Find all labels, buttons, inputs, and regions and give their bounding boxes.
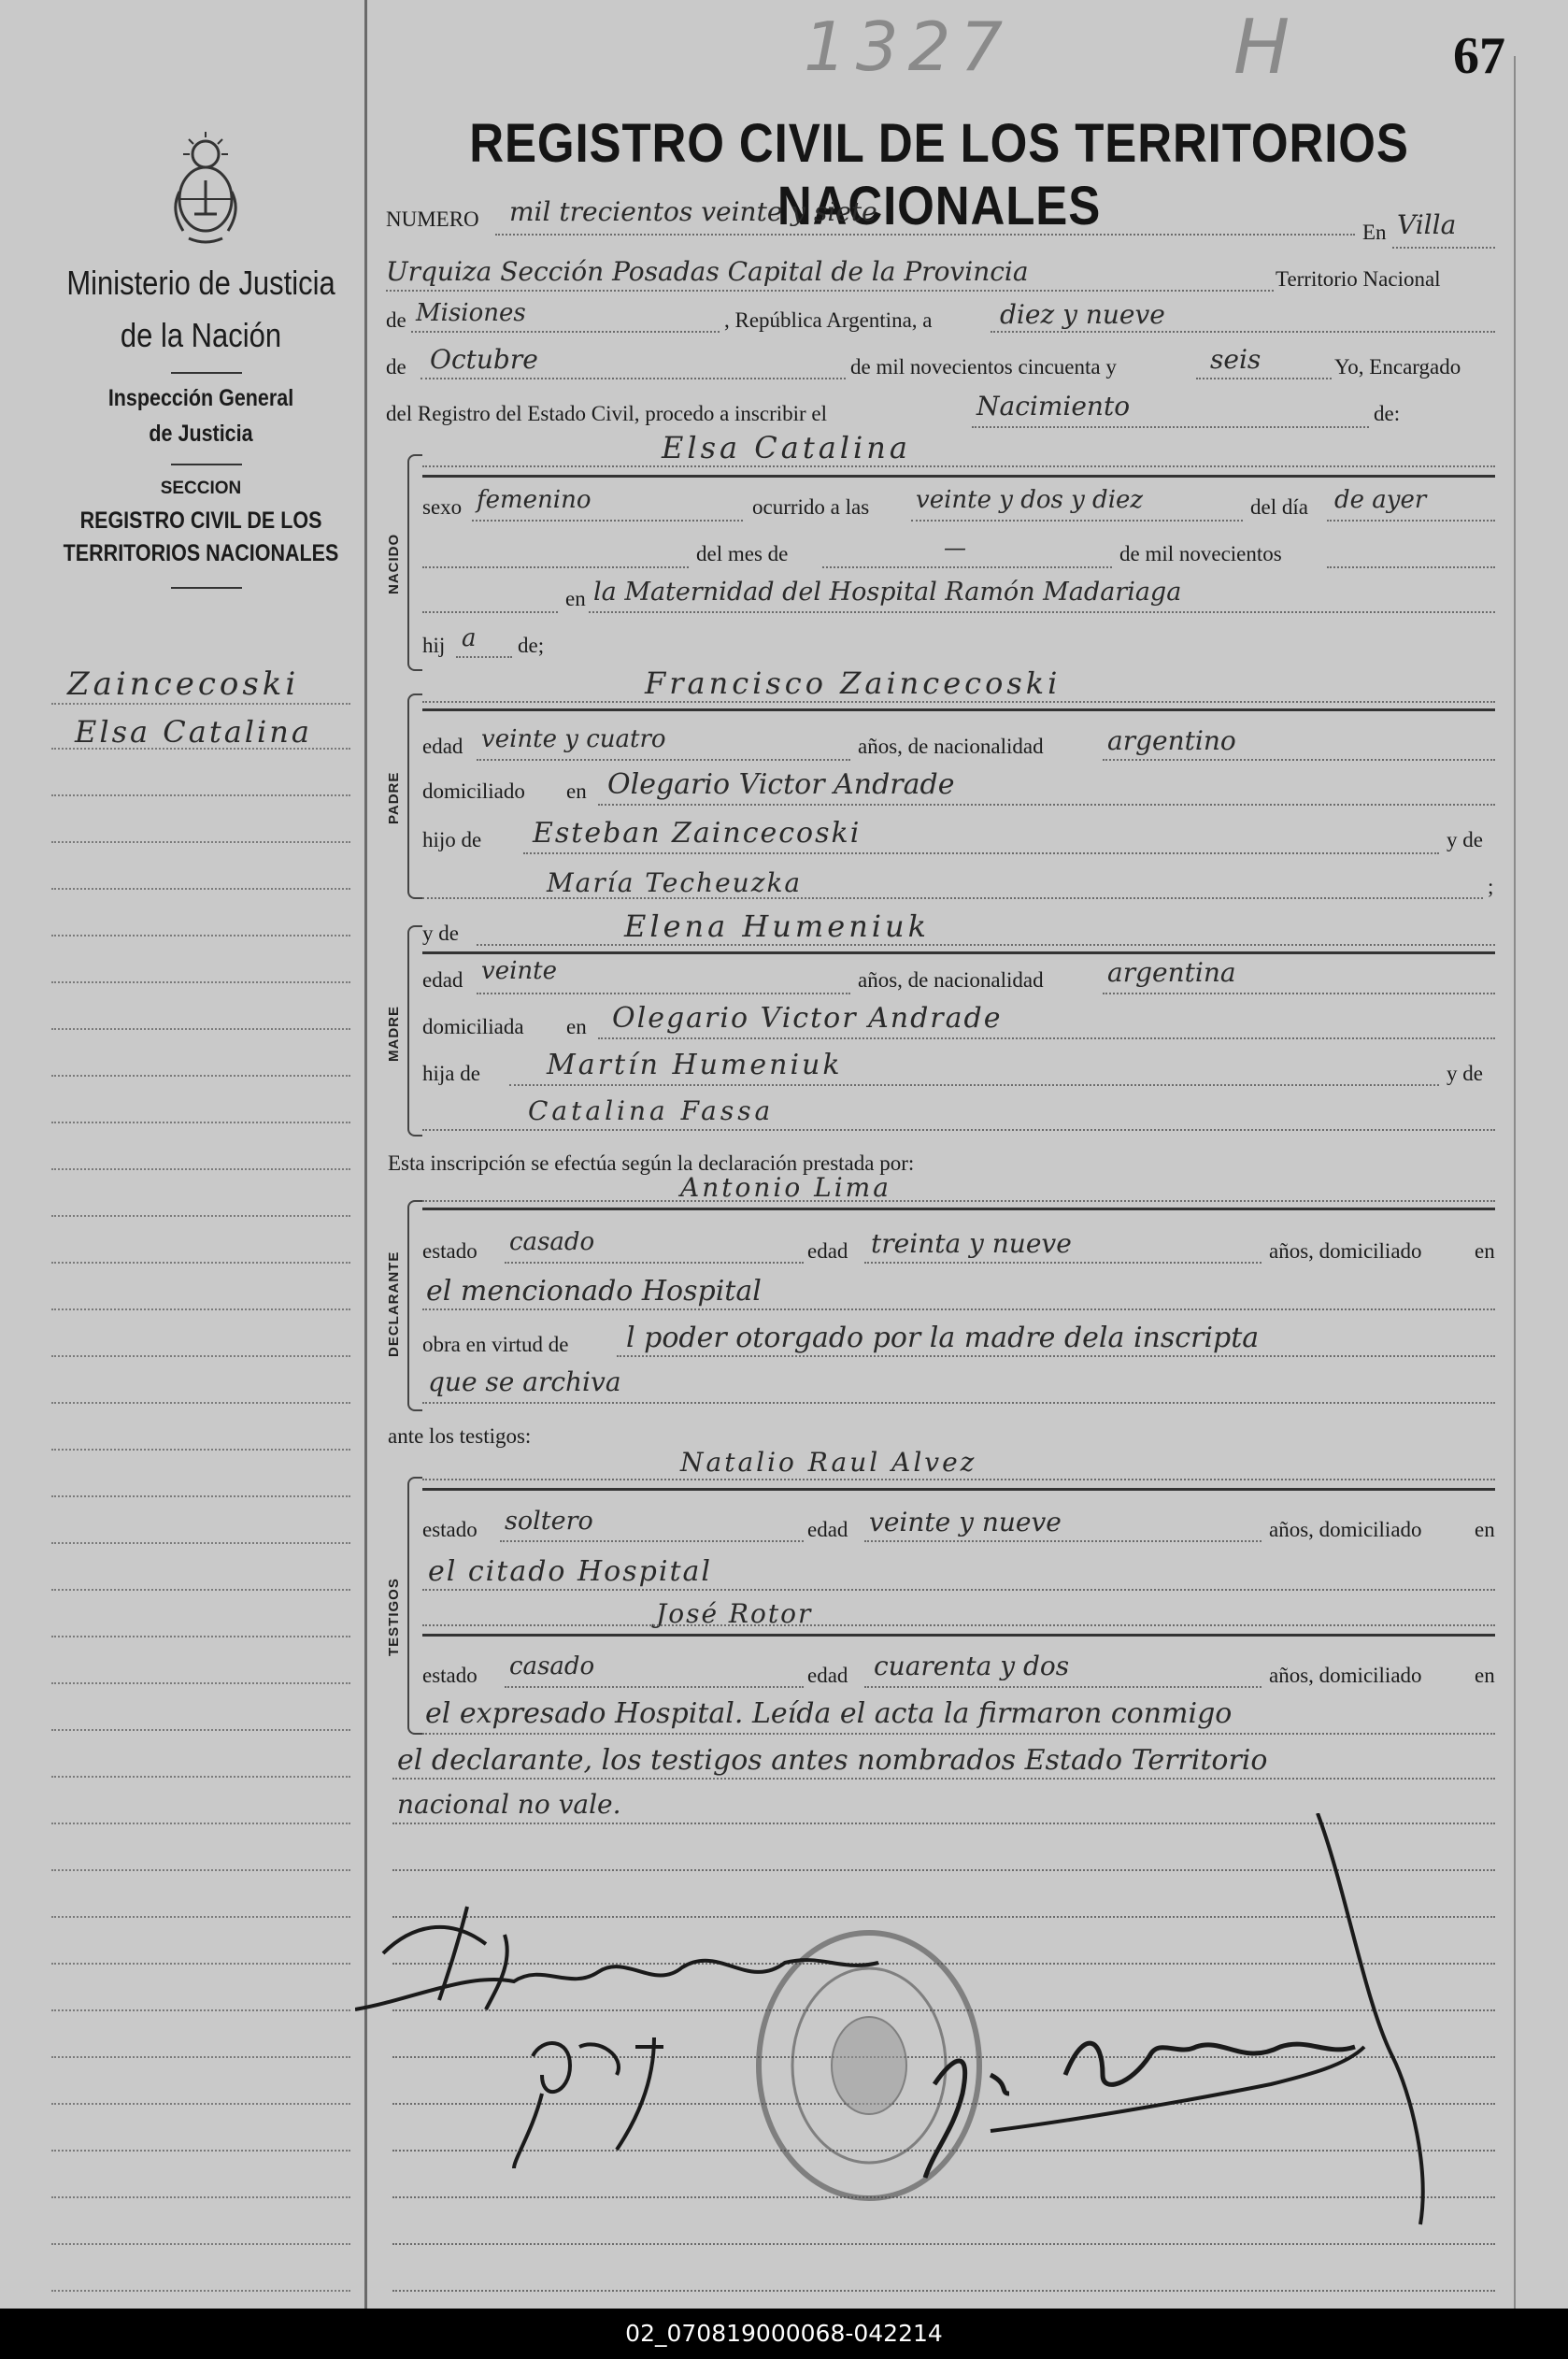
numero-label: NUMERO [386,207,479,231]
decl-en-label: en [1475,1239,1495,1263]
section-line3: TERRITORIOS NACIONALES [63,540,339,566]
inspection-line1: Inspección General [107,385,294,411]
decl-edad-label: edad [807,1239,848,1263]
padre-en-label: en [566,779,587,803]
t1-edad-label: edad [807,1518,848,1541]
testigos-side-label: TESTIGOS [386,1578,402,1656]
testigo1-name: Natalio Raul Alvez [680,1447,977,1478]
image-id-caption: 02_070819000068-042214 [0,2309,1568,2359]
decl-estado-label: estado [422,1239,478,1263]
madre-hija-value: Martín Humeniuk [547,1049,843,1081]
de2-label: de [386,355,406,379]
madre-nac-label: años, de nacionalidad [858,968,1044,992]
madre-edad-label: edad [422,968,463,992]
hij-label: hij [422,634,446,657]
t2-estado-label: estado [422,1664,478,1687]
madre-name: Elena Humeniuk [624,908,931,944]
closing-line3: nacional no vale. [397,1789,621,1820]
signatures-and-stamp [355,1813,1514,2299]
t2-edad-value: cuarenta y dos [874,1651,1070,1681]
padre-dom-value: Olegario Victor Andrade [607,768,955,801]
margin-note-surname: Zaincecoski [67,665,300,703]
divider [171,587,242,589]
t2-estado-value: casado [509,1652,595,1680]
coat-of-arms-icon [161,126,250,248]
numero-value: mil trecientos veinte y siete [509,196,877,227]
padre-name: Francisco Zaincecoski [645,665,1062,701]
padre-hijo-value: Esteban Zaincecoski [533,817,862,850]
padre-side-label: PADRE [386,771,402,824]
de-label: de [386,308,406,332]
madre-side-label: MADRE [386,1006,402,1062]
t2-anos-label: años, domiciliado [1269,1664,1422,1687]
en-lugar-label: en [565,587,586,610]
padre-nac-label: años, de nacionalidad [858,735,1044,758]
dia-label: del día [1250,495,1308,519]
padre-edad-value: veinte y cuatro [481,725,666,753]
madre-brace [407,925,422,1137]
ministry-name-line2: de la Nación [120,316,282,354]
padre-hijo-label: hijo de [422,828,482,851]
testigos-intro: ante los testigos: [388,1424,532,1448]
sexo-value: femenino [477,486,592,514]
right-rule [1514,56,1516,2309]
madre-hija-label: hija de [422,1062,480,1085]
decl-obra-label: obra en virtud de [422,1333,569,1356]
declarante-name: Antonio Lima [680,1172,891,1203]
madre-en-label: en [566,1015,587,1038]
padre-semicolon: ; [1488,875,1494,898]
t1-estado-label: estado [422,1518,478,1541]
page-number: 67 [1453,27,1505,85]
yo-label: Yo, Encargado [1334,355,1461,379]
testigos-brace [407,1477,422,1735]
padre-madre-value: María Techeuzka [547,867,803,898]
nacido-name: Elsa Catalina [662,430,911,465]
ministry-name-line1: Ministerio de Justicia [66,264,335,302]
acto-value: Nacimiento [976,391,1131,422]
nacido-side-label: NACIDO [386,533,402,594]
mes-label: del mes de [696,542,789,565]
pencil-letter: H [1233,4,1290,91]
place-value: Urquiza Sección Posadas Capital de la Provincia [386,256,1029,287]
decl-estado-value: casado [509,1228,595,1256]
official-stamp-icon [759,1933,979,2198]
nacido-brace [407,454,422,671]
padre-nac-value: argentino [1107,725,1236,756]
t2-dom-value: el expresado Hospital. Leída el acta la firmaron conmigo [425,1697,1233,1730]
republica-label: , República Argentina, a [724,308,933,332]
closing-line2: el declarante, los testigos antes nombrados Estado Territorio [397,1744,1268,1777]
padre-dom-label: domiciliado [422,779,525,803]
procedo-label: del Registro del Estado Civil, procedo a inscribir el [386,402,828,425]
hora-value: veinte y dos y diez [916,486,1144,514]
day-value: diez y nueve [1000,299,1165,330]
t1-anos-label: años, domiciliado [1269,1518,1422,1541]
t2-edad-label: edad [807,1664,848,1687]
madre-yde2-label: y de [1447,1062,1483,1085]
year-label: de mil novecientos cincuenta y [850,355,1117,379]
madre-madre-value: Catalina Fassa [528,1095,775,1126]
margin-note-given-names: Elsa Catalina [75,714,312,750]
hij-de-label: de; [518,634,545,657]
madre-nac-value: argentina [1107,957,1236,988]
padre-yde-label: y de [1447,828,1483,851]
sexo-label: sexo [422,495,463,519]
decl-obra-value-2: que se archiva [428,1366,621,1397]
territorio-label: Territorio Nacional [1276,267,1441,291]
t1-estado-value: soltero [505,1507,593,1536]
year-value: seis [1210,344,1262,375]
month-value: Octubre [430,344,538,375]
divider [171,372,242,374]
section-line2: REGISTRO CIVIL DE LOS [79,508,322,534]
register-title: REGISTRO CIVIL DE LOS TERRITORIOS NACIONALES [469,113,1409,236]
decl-anos-label: años, domiciliado [1269,1239,1422,1263]
madre-dom-value: Olegario Victor Andrade [612,1002,1003,1035]
t1-en-label: en [1475,1518,1495,1541]
testigo2-name: José Rotor [656,1598,813,1629]
t2-en-label: en [1475,1664,1495,1687]
decl-obra-value: l poder otorgado por la madre dela inscripta [626,1322,1260,1354]
en-label: En [1362,221,1387,244]
divider [171,464,242,465]
en-value: Villa [1397,209,1457,240]
madre-dom-label: domiciliada [422,1015,524,1038]
declaracion-intro: Esta inscripción se efectúa según la declaración prestada por: [388,1151,915,1175]
pencil-record-number: 1327 [804,7,1013,86]
ocurrido-label: ocurrido a las [752,495,870,519]
de3-label: de: [1374,402,1401,425]
padre-brace [407,693,422,899]
padre-edad-label: edad [422,735,463,758]
mil-label: de mil novecientos [1119,542,1282,565]
t1-edad-value: veinte y nueve [869,1507,1062,1537]
t1-dom-value: el citado Hospital [428,1555,712,1588]
section-label: SECCION [160,479,242,498]
province-value: Misiones [416,299,526,327]
hij-value: a [462,624,477,652]
lugar-value: la Maternidad del Hospital Ramón Madariaga [593,578,1182,607]
declarante-brace [407,1200,422,1411]
dia-value: de ayer [1334,486,1427,514]
decl-edad-value: treinta y nueve [871,1228,1072,1259]
declarante-side-label: DECLARANTE [386,1251,402,1357]
madre-edad-value: veinte [481,957,557,985]
mes-value: — [944,535,966,561]
madre-yde-label: y de [422,922,459,945]
inspection-line2: de Justicia [149,421,253,447]
decl-dom-value: el mencionado Hospital [426,1275,762,1308]
